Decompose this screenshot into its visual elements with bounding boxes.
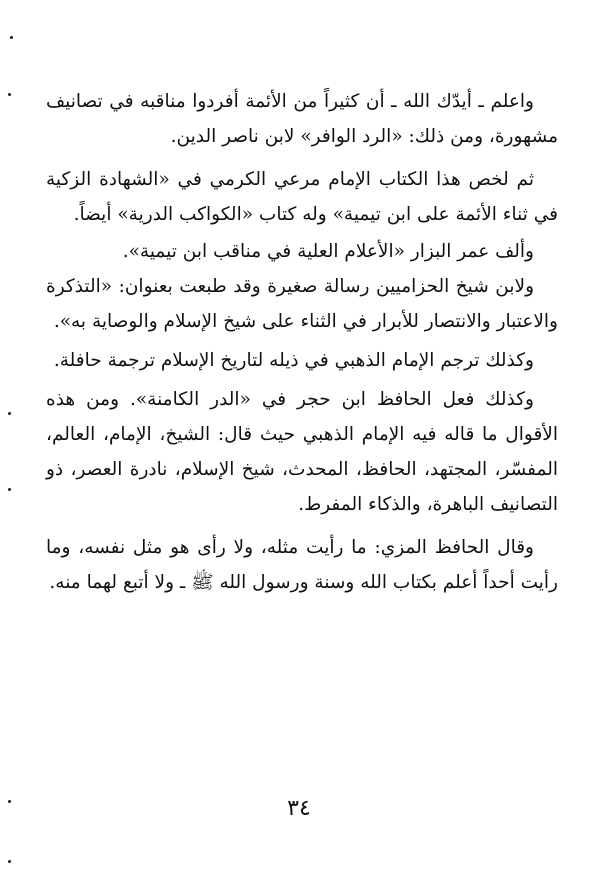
scan-mark-left-2 <box>8 412 11 415</box>
scan-mark-left-4 <box>8 800 11 803</box>
scan-mark-left-3 <box>8 488 11 491</box>
page-number: ٣٤ <box>287 796 311 821</box>
paragraph-3: وألف عمر البزار «الأعلام العلية في مناقب ابن تيمية». <box>122 241 534 262</box>
paragraph-2: ثم لخص هذا الكتاب الإمام مرعي الكرمي في «الشهادة الزكية في ثناء الأئمة على ابن تيمية» وله كتاب «الكواكب الدرية» أيضاً. <box>46 169 558 225</box>
paragraph-6: وكذلك فعل الحافظ ابن حجر في «الدر الكامنة». ومن هذه الأقوال ما قاله فيه الإمام الذهبي حيث قال: الشيخ، الإمام، العالم، المفسّر، المجتهد، الحافظ، المحدث، شيخ الإسلام، نادرة العصر، ذو التصانيف الباهرة، والذكاء المفرط. <box>46 389 558 515</box>
scan-mark-top-left <box>10 36 13 39</box>
paragraph-5: وكذلك ترجم الإمام الذهبي في ذيله لتاريخ الإسلام ترجمة حافلة. <box>53 350 534 371</box>
scan-mark-left-5 <box>8 860 11 863</box>
paragraph-4: ولابن شيخ الحزاميين رسالة صغيرة وقد طبعت بعنوان: «التذكرة والاعتبار والانتصار للأبرار في الثناء على شيخ الإسلام والوصاية به». <box>46 276 558 332</box>
body-text <box>46 84 558 600</box>
scan-mark-left-1 <box>8 93 11 96</box>
paragraph-7: وقال الحافظ المزي: ما رأيت مثله، ولا رأى هو مثل نفسه، وما رأيت أحداً أعلم بكتاب الله وسنة ورسول الله ﷺ ـ ولا أتبع لهما منه. <box>46 537 558 593</box>
paragraph-1: واعلم ـ أيدّك الله ـ أن كثيراً من الأئمة أفردوا مناقبه في تصانيف مشهورة، ومن ذلك: «الرد الوافر» لابن ناصر الدين. <box>46 91 558 147</box>
